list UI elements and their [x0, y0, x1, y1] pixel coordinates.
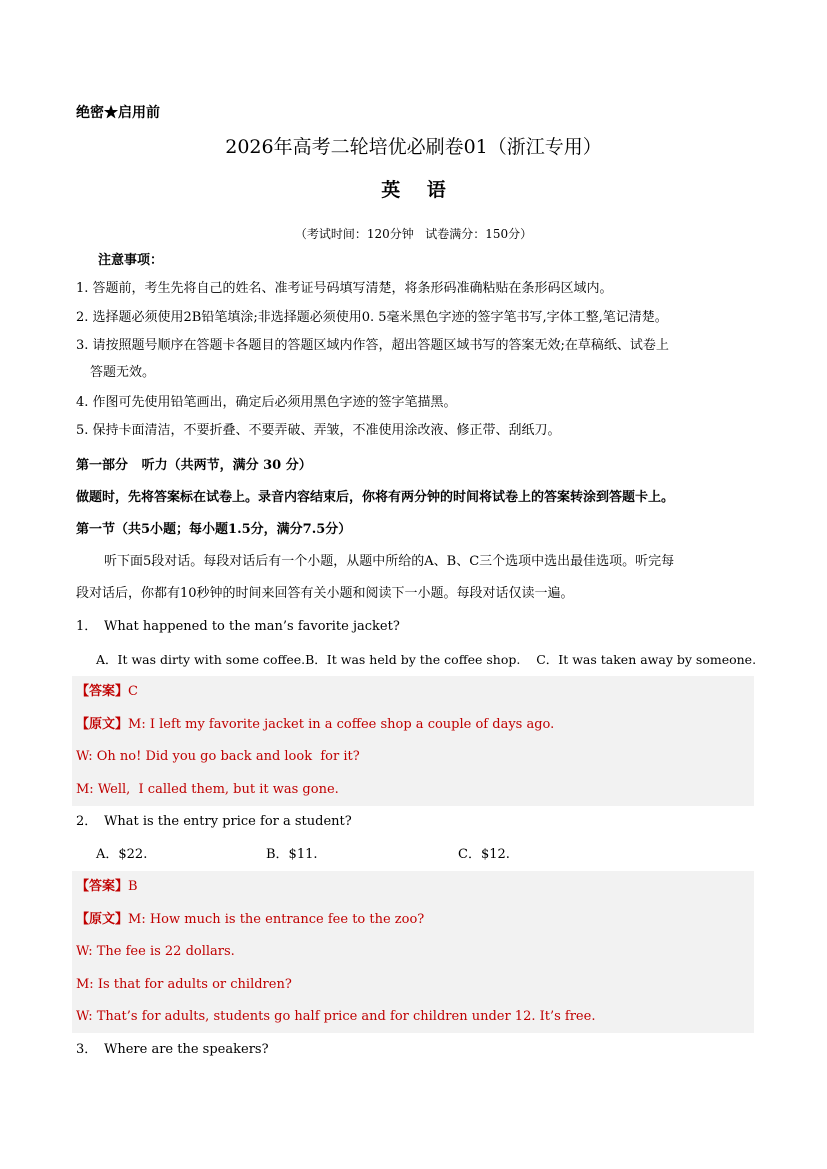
script-line: W: The fee is 22 dollars.	[76, 944, 235, 959]
answer-value: C	[128, 684, 138, 699]
section1-heading: 第一节（共5小题；每小题1.5分，满分7.5分）	[76, 522, 352, 537]
section1-intro: 听下面5段对话。每段对话后有一个小题，从题中所给的A、B、C三个选项中选出最佳选项。听完每	[104, 554, 675, 569]
answer-label: 【答案】	[76, 879, 129, 894]
question-number: 1．	[76, 619, 98, 634]
note-item: 4. 作图可先使用铅笔画出，确定后必须用黑色字迹的签字笔描黑。	[76, 395, 457, 410]
script-line: W: Oh no! Did you go back and look for it?	[76, 749, 360, 764]
confidential-mark: 绝密★启用前	[76, 105, 160, 121]
page-title: 2026年高考二轮培优必刷卷01（浙江专用）	[225, 136, 602, 158]
note-item: 1. 答题前，考生先将自己的姓名、准考证号码填写清楚，将条形码准确粘贴在条形码区域内。	[76, 281, 613, 296]
script-line	[76, 716, 554, 734]
question-text: What happened to the man’s favorite jacket?	[104, 619, 400, 634]
answer-line	[76, 878, 138, 896]
answer-value: B	[128, 879, 138, 894]
script-label: 【原文】	[76, 912, 129, 927]
answer-label: 【答案】	[76, 684, 129, 699]
question-options: A．It was dirty with some coffee.B．It was held by the coffee shop. C．It was taken away by someone.	[96, 652, 757, 667]
note-item: 5. 保持卡面清洁，不要折叠、不要弄破、弄皱，不准使用涂改液、修正带、刮纸刀。	[76, 423, 561, 438]
question-number: 3．	[76, 1042, 98, 1057]
note-item: 3. 请按照题号顺序在答题卡各题目的答题区域内作答，超出答题区域书写的答案无效;在草稿纸、试卷上	[76, 338, 669, 353]
script-text: M: I left my favorite jacket in a coffee shop a couple of days ago.	[128, 717, 555, 732]
question-number: 2．	[76, 814, 98, 829]
script-label: 【原文】	[76, 717, 129, 732]
option-b: B．$11.	[266, 847, 318, 862]
script-line	[76, 911, 424, 929]
section1-intro: 段对话后，你都有10秒钟的时间来回答有关小题和阅读下一小题。每段对话仅读一遍。	[76, 586, 574, 601]
script-line: M: Well, I called them, but it was gone.	[76, 782, 339, 797]
subject-title: 英 语	[381, 179, 446, 201]
question-text: What is the entry price for a student?	[104, 814, 352, 829]
question-text: Where are the speakers?	[104, 1042, 269, 1057]
part1-heading: 第一部分 听力（共两节，满分 30 分）	[76, 458, 312, 473]
note-item: 2. 选择题必须使用2B铅笔填涂;非选择题必须使用0. 5毫米黑色字迹的签字笔书写,字体工整,笔记清楚。	[76, 310, 668, 325]
script-line: M: Is that for adults or children?	[76, 977, 292, 992]
option-a: A．$22.	[96, 847, 148, 862]
option-c: C．$12.	[458, 847, 510, 862]
script-text: M: How much is the entrance fee to the zoo?	[128, 912, 425, 927]
exam-info: （考试时间：120分钟 试卷满分：150分）	[294, 227, 533, 241]
script-line: W: That’s for adults, students go half price and for children under 12. It’s free.	[76, 1009, 596, 1024]
answer-line	[76, 683, 138, 701]
note-item: 答题无效。	[90, 365, 156, 380]
notes-heading: 注意事项：	[98, 253, 164, 268]
part1-instruction: 做题时，先将答案标在试卷上。录音内容结束后，你将有两分钟的时间将试卷上的答案转涂到答题卡上。	[76, 490, 675, 505]
